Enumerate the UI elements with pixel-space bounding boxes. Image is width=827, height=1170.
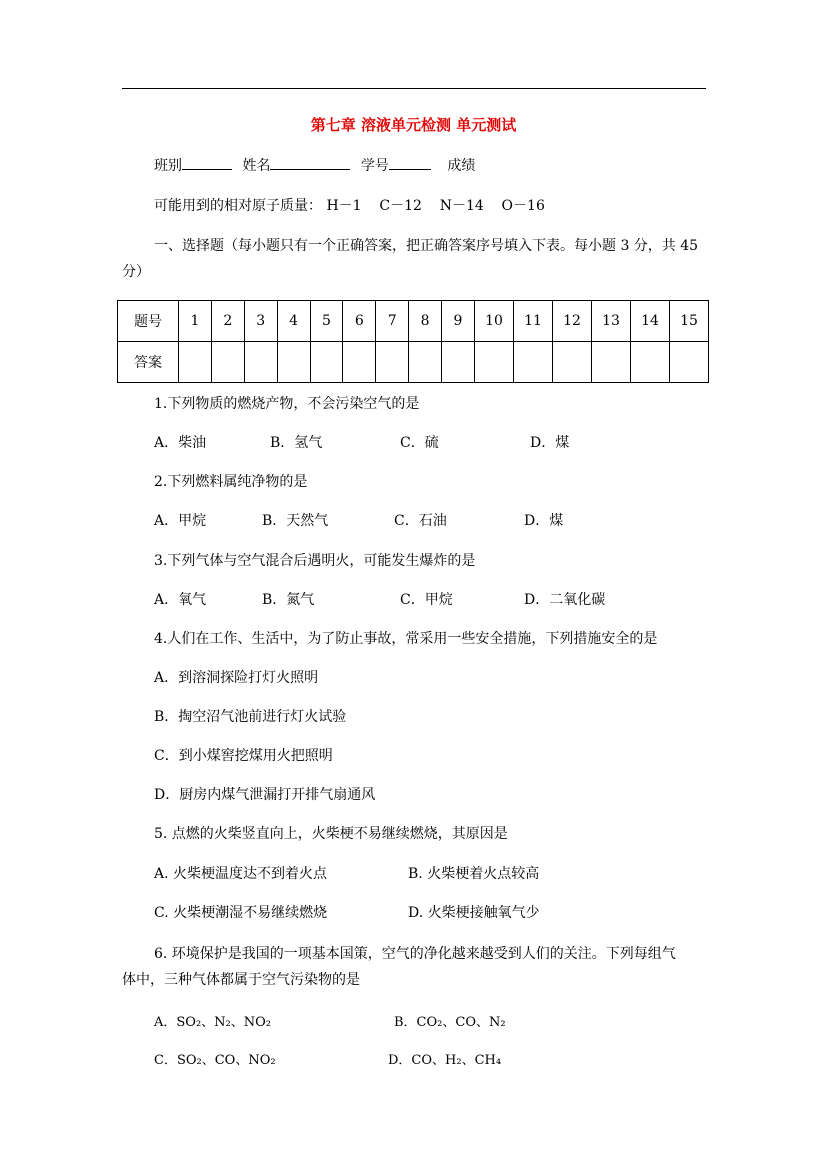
number-cell: 13	[592, 301, 631, 342]
section1-heading-line2: 分）	[122, 264, 150, 280]
q6-option-a: A．SO₂、N₂、NO₂	[154, 1015, 271, 1030]
id-label: 学号	[360, 158, 389, 174]
number-cell: 15	[670, 301, 709, 342]
question-3-stem: 3.下列气体与空气混合后遇明火，可能发生爆炸的是	[154, 553, 476, 569]
page-title: 第七章 溶液单元检测 单元测试	[310, 116, 517, 134]
answer-cell[interactable]	[211, 342, 244, 383]
number-cell: 4	[277, 301, 310, 342]
answer-table	[117, 300, 709, 383]
number-cell: 6	[343, 301, 376, 342]
number-cell: 12	[553, 301, 592, 342]
q1-option-b: B．氢气	[270, 435, 323, 451]
number-cell: 10	[475, 301, 514, 342]
q4-option-c: C．到小煤窖挖煤用火把照明	[154, 748, 333, 764]
atomic-mass-line: 可能用到的相对原子质量： H－1 C－12 N－14 O－16	[154, 198, 545, 214]
number-cell: 7	[376, 301, 409, 342]
question-5-stem: 5. 点燃的火柴竖直向上，火柴梗不易继续燃烧，其原因是	[154, 826, 508, 842]
answer-cell[interactable]	[670, 342, 709, 383]
answer-cell[interactable]	[179, 342, 212, 383]
q2-option-d: D．煤	[524, 513, 564, 529]
class-label: 班别	[154, 158, 182, 174]
row-header-answer: 答案	[118, 342, 179, 383]
score-label: 成绩	[447, 158, 476, 174]
q6-option-b: B．CO₂、CO、N₂	[394, 1015, 506, 1030]
answer-cell[interactable]	[475, 342, 514, 383]
q3-option-d: D．二氧化碳	[524, 592, 606, 608]
q5-option-d: D. 火柴梗接触氧气少	[408, 905, 540, 921]
number-cell: 1	[179, 301, 212, 342]
row-header-number: 题号	[118, 301, 179, 342]
answer-cell[interactable]	[409, 342, 442, 383]
q3-option-b: B．氮气	[262, 592, 315, 608]
section1-heading-line1: 一、选择题（每小题只有一个正确答案，把正确答案序号填入下表。每小题 3 分，共 45	[154, 238, 699, 254]
id-blank[interactable]	[389, 155, 431, 170]
answer-cell[interactable]	[631, 342, 670, 383]
q2-option-b: B．天然气	[262, 513, 329, 529]
number-cell: 9	[442, 301, 475, 342]
answer-table-number-row	[118, 301, 709, 342]
name-blank[interactable]	[270, 155, 350, 170]
answer-cell[interactable]	[553, 342, 592, 383]
q1-option-a: A．柴油	[154, 435, 207, 451]
number-cell: 2	[211, 301, 244, 342]
answer-cell[interactable]	[244, 342, 277, 383]
q5-option-a: A. 火柴梗温度达不到着火点	[154, 866, 328, 882]
answer-cell[interactable]	[343, 342, 376, 383]
q4-option-b: B．掏空沼气池前进行灯火试验	[154, 709, 347, 725]
answer-cell[interactable]	[376, 342, 409, 383]
q4-option-d: D．厨房内煤气泄漏打开排气扇通风	[154, 787, 376, 803]
number-cell: 11	[514, 301, 553, 342]
number-cell: 8	[409, 301, 442, 342]
q3-option-a: A．氧气	[154, 592, 207, 608]
answer-cell[interactable]	[277, 342, 310, 383]
class-blank[interactable]	[182, 155, 232, 170]
q5-option-c: C. 火柴梗潮湿不易继续燃烧	[154, 905, 328, 921]
q1-option-c: C．硫	[400, 435, 439, 451]
name-label: 姓名	[242, 158, 271, 174]
q1-option-d: D．煤	[530, 435, 570, 451]
header-rule	[122, 88, 706, 89]
q6-option-d: D．CO、H₂、CH₄	[388, 1053, 502, 1068]
q3-option-c: C．甲烷	[400, 592, 453, 608]
answer-cell[interactable]	[592, 342, 631, 383]
answer-cell[interactable]	[442, 342, 475, 383]
question-6-stem-line2: 体中，三种气体都属于空气污染物的是	[122, 972, 360, 988]
number-cell: 5	[310, 301, 343, 342]
question-6-stem-line1: 6. 环境保护是我国的一项基本国策，空气的净化越来越受到人们的关注。下列每组气	[154, 946, 676, 962]
student-info-line	[154, 155, 475, 175]
question-2-stem: 2.下列燃料属纯净物的是	[154, 474, 308, 490]
q2-option-c: C．石油	[394, 513, 447, 529]
question-1-stem: 1.下列物质的燃烧产物，不会污染空气的是	[154, 396, 420, 412]
number-cell: 14	[631, 301, 670, 342]
answer-cell[interactable]	[310, 342, 343, 383]
answer-cell[interactable]	[514, 342, 553, 383]
question-4-stem: 4.人们在工作、生活中，为了防止事故，常采用一些安全措施，下列措施安全的是	[154, 631, 658, 647]
q4-option-a: A．到溶洞探险打灯火照明	[154, 670, 319, 686]
number-cell: 3	[244, 301, 277, 342]
answer-table-answer-row	[118, 342, 709, 383]
q5-option-b: B. 火柴梗着火点较高	[408, 866, 540, 882]
q2-option-a: A．甲烷	[154, 513, 207, 529]
q6-option-c: C．SO₂、CO、NO₂	[154, 1053, 276, 1068]
